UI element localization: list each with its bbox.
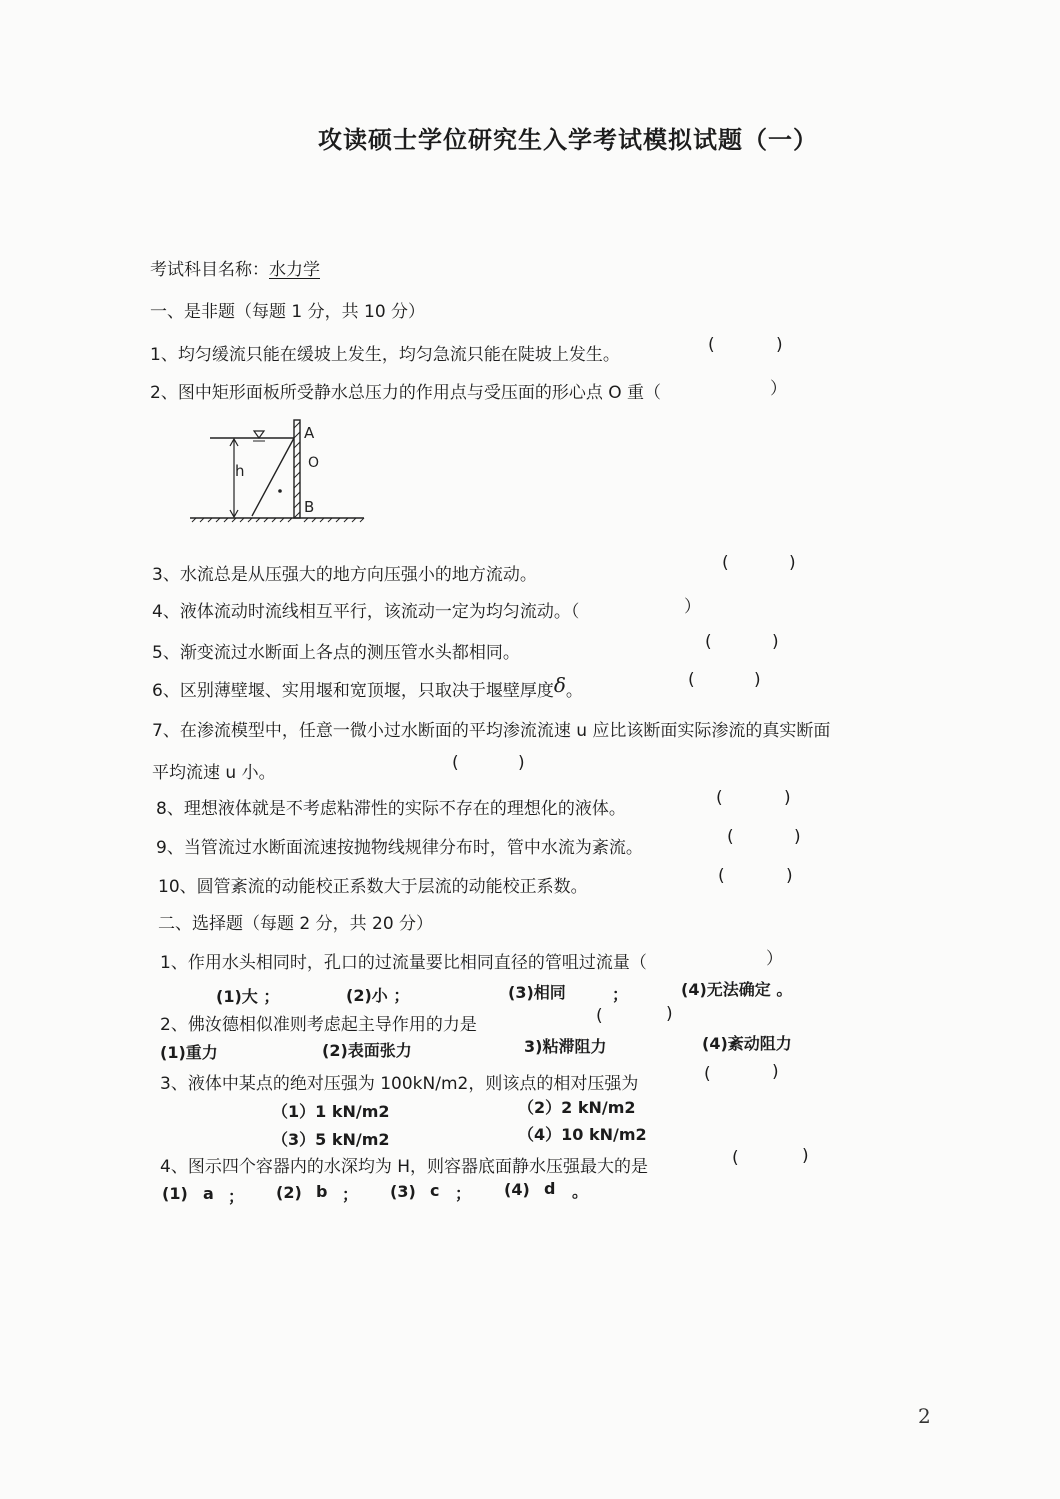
s2-q2-open: (: [596, 1006, 603, 1026]
label-O: O: [308, 455, 320, 471]
s2-q3-opt4: （4）10 kN/m2: [518, 1125, 647, 1144]
s1-q9: 9、当管流过水断面流速按抛物线规律分布时，管中水流为紊流。: [156, 838, 643, 858]
s1-q5-close: ): [772, 632, 779, 652]
s2-q4-opt2-val: b: [316, 1182, 328, 1201]
s1-q3: 3、水流总是从压强大的地方向压强小的地方流动。: [152, 565, 537, 585]
s1-q1-close: ): [776, 335, 783, 355]
s2-q4: 4、图示四个容器内的水深均为 H，则容器底面静水压强最大的是: [160, 1157, 649, 1177]
s2-q3: 3、液体中某点的绝对压强为 100kN/m2，则该点的相对压强为: [160, 1074, 639, 1094]
s2-q3-opt3: （3）5 kN/m2: [272, 1130, 390, 1149]
s1-q10-close: ): [786, 866, 793, 886]
s1-q1-open: (: [708, 335, 715, 355]
s1-q6-open: (: [688, 670, 695, 690]
label-h: h: [235, 462, 245, 480]
delta-symbol: δ: [553, 673, 566, 697]
subject-label: 考试科目名称：: [150, 260, 269, 280]
s2-q2-close: ): [666, 1004, 673, 1024]
s1-q8-open: (: [716, 788, 723, 808]
s1-q7-line2: 平均流速 u 小。: [152, 763, 276, 783]
s1-q5-open: (: [705, 632, 712, 652]
label-B: B: [304, 498, 315, 516]
s2-q4-opt4-val: d: [544, 1179, 556, 1198]
s1-q7-open: (: [452, 753, 459, 773]
s2-q4-opt1-num: (1): [162, 1184, 188, 1203]
s2-q4-opt1-val: a: [203, 1184, 214, 1203]
page-number: 2: [918, 1404, 931, 1428]
s2-q1-opt2: (2)小 ；: [346, 986, 410, 1005]
section1-heading: 一、是非题（每题 1 分，共 10 分）: [150, 302, 426, 322]
s1-q4-close: ）: [684, 597, 701, 617]
s2-q2: 2、佛汝德相似准则考虑起主导作用的力是: [160, 1015, 477, 1035]
s2-q1-semicolon: ；: [612, 985, 629, 1004]
s2-q2-opt4: (4)紊动阻力: [702, 1034, 792, 1053]
s2-q4-sep3: ；: [455, 1184, 472, 1203]
s1-q8: 8、理想液体就是不考虑粘滞性的实际不存在的理想化的液体。: [156, 799, 626, 819]
s1-q4: 4、液体流动时流线相互平行，该流动一定为均匀流动。（: [152, 602, 580, 622]
label-A: A: [304, 424, 315, 442]
s2-q1: 1、作用水头相同时，孔口的过流量要比相同直径的管咀过流量（: [160, 953, 647, 973]
s2-q3-opt1: （1）1 kN/m2: [272, 1102, 390, 1121]
s1-q10-open: (: [718, 866, 725, 886]
s1-q6-end: 。: [565, 681, 583, 701]
s1-q8-close: ): [784, 788, 791, 808]
subject-value: 水力学: [269, 260, 320, 280]
s2-q2-opt3: 3)粘滞阻力: [524, 1037, 607, 1056]
s2-q4-end: 。: [572, 1182, 589, 1201]
s2-q4-opt4-num: (4): [504, 1180, 530, 1199]
s1-q6: [152, 673, 583, 701]
s1-q3-close: ): [789, 553, 796, 573]
s1-q5: 5、渐变流过水断面上各点的测压管水头都相同。: [152, 643, 520, 663]
page-title: 攻读硕士学位研究生入学考试模拟试题（一）: [318, 126, 818, 154]
subject-line: [150, 255, 320, 280]
s2-q3-opt2: （2）2 kN/m2: [518, 1098, 636, 1117]
pressure-line: [252, 438, 294, 516]
s2-q4-opt3-val: c: [430, 1181, 440, 1200]
s2-q3-close: ): [772, 1062, 779, 1082]
s1-q9-open: (: [727, 827, 734, 847]
centroid-point: [278, 489, 282, 493]
pressure-plate-diagram: [188, 414, 378, 524]
s2-q4-sep2: ；: [342, 1185, 359, 1204]
s2-q4-sep1: ；: [228, 1187, 245, 1206]
s1-q3-open: (: [722, 553, 729, 573]
s1-q2: 2、图中矩形面板所受静水总压力的作用点与受压面的形心点 O 重（: [150, 383, 662, 403]
s2-q2-opt2: (2)表面张力: [322, 1041, 412, 1060]
s1-q2-close: ）: [770, 379, 787, 399]
s1-q10: 10、圆管紊流的动能校正系数大于层流的动能校正系数。: [158, 877, 588, 897]
s2-q1-close: ）: [766, 949, 783, 969]
water-level-icon: [253, 431, 265, 441]
s2-q4-open: (: [732, 1148, 739, 1168]
section2-heading: 二、选择题（每题 2 分，共 20 分）: [158, 914, 434, 934]
s2-q3-open: (: [704, 1064, 711, 1084]
s2-q1-opt3: (3)相同: [508, 983, 566, 1002]
s2-q1-opt4: (4)无法确定 。: [681, 980, 793, 999]
s1-q6-text: 6、区别薄壁堰、实用堰和宽顶堰，只取决于堰壁厚度: [152, 681, 554, 701]
s2-q4-close: ): [802, 1146, 809, 1166]
s1-q9-close: ): [794, 827, 801, 847]
s1-q1: 1、均匀缓流只能在缓坡上发生，均匀急流只能在陡坡上发生。: [150, 345, 620, 365]
s1-q7-line1: 7、在渗流模型中，任意一微小过水断面的平均渗流流速 u 应比该断面实际渗流的真实断面: [152, 721, 831, 741]
s1-q7-close: ): [518, 753, 525, 773]
s2-q1-opt1: (1)大 ；: [216, 987, 280, 1006]
s2-q4-opt3-num: (3): [390, 1182, 416, 1201]
s2-q2-opt1: (1)重力: [160, 1043, 218, 1062]
s2-q4-opt2-num: (2): [276, 1183, 302, 1202]
s1-q6-close: ): [754, 670, 761, 690]
